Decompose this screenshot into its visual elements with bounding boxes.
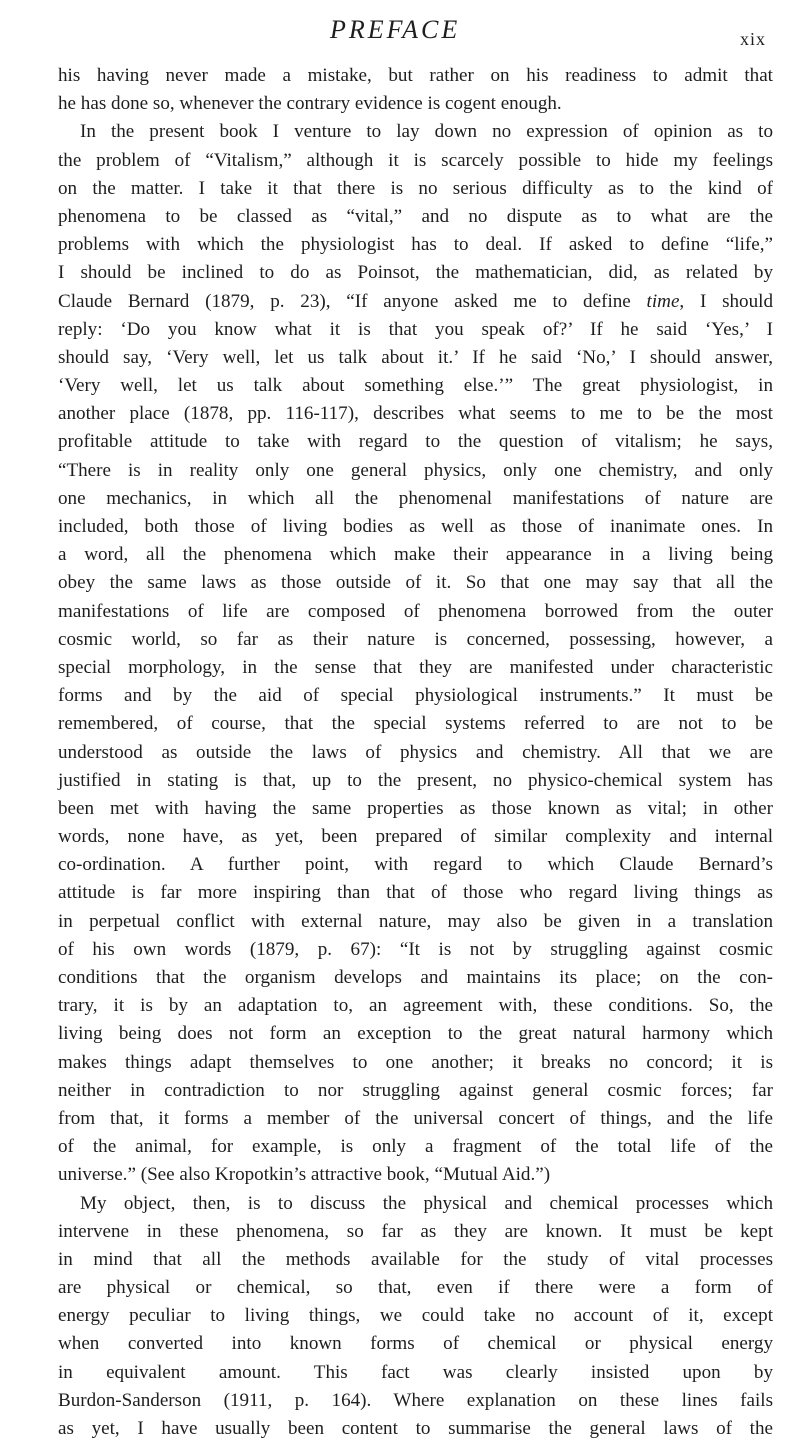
text-line: as yet, I have usually been content to summarise the general laws of the — [58, 1418, 773, 1439]
text-line: cosmic world, so far as their nature is concerned, possessing, however, a — [58, 628, 773, 650]
text-line: words, none have, as yet, been prepared of similar complexity and internal — [58, 826, 773, 848]
text-line: of his own words (1879, p. 67): “It is not by struggling against cosmic — [58, 938, 773, 960]
text-line: trary, it is by an adaptation to, an agreement with, these conditions. So, the — [58, 995, 773, 1017]
text-line: intervene in these phenomena, so far as they are known. It must be kept — [58, 1220, 773, 1242]
text-line: in mind that all the methods available for the study of vital processes — [58, 1248, 773, 1270]
text-line: reply: ‘Do you know what it is that you speak of?’ If he said ‘Yes,’ I — [58, 318, 773, 340]
text-line: of the animal, for example, is only a fragment of the total life of the — [58, 1136, 773, 1158]
text-line: on the matter. I take it that there is no serious difficulty as to the kind of — [58, 177, 773, 199]
text-line: he has done so, whenever the contrary evidence is cogent enough. — [58, 93, 562, 115]
text-line: should say, ‘Very well, let us talk about it.’ If he said ‘No,’ I should answer, — [58, 346, 773, 368]
text-line: his having never made a mistake, but rather on his readiness to admit that — [58, 65, 773, 86]
running-head: PREFACE — [330, 15, 461, 44]
text-line: Claude Bernard (1879, p. 23), “If anyone asked me to define time, I should — [58, 290, 774, 312]
emphasis-time: time — [646, 290, 680, 312]
text-line: I should be inclined to do as Poinsot, the mathematician, did, as related by — [58, 262, 773, 284]
text-line: one mechanics, in which all the phenomenal manifestations of nature are — [58, 487, 773, 509]
text-line: justified in stating is that, up to the present, no physico-chemical system has — [58, 769, 773, 791]
text-line: the problem of “Vitalism,” although it is scarcely possible to hide my feelings — [58, 149, 773, 171]
text-line: In the present book I venture to lay down no expression of opinion as to — [80, 121, 773, 143]
text-line: manifestations of life are composed of phenomena borrowed from the outer — [58, 600, 773, 622]
text-line: are physical or chemical, so that, even if there were a form of — [58, 1277, 773, 1299]
text-line: energy peculiar to living things, we could take no account of it, except — [58, 1305, 773, 1327]
text-line: a word, all the phenomena which make their appearance in a living being — [58, 544, 773, 566]
text-line: understood as outside the laws of physics and chemistry. All that we are — [58, 741, 773, 763]
text-line: Burdon-Sanderson (1911, p. 164). Where explanation on these lines fails — [58, 1389, 773, 1411]
text-line: makes things adapt themselves to one another; it breaks no concord; it is — [58, 1051, 773, 1073]
text-line: obey the same laws as those outside of it. So that one may say that all the — [58, 572, 773, 594]
text-line: included, both those of living bodies as well as those of inanimate ones. In — [58, 516, 773, 537]
text-line: problems with which the physiologist has to deal. If asked to define “life,” — [58, 234, 773, 256]
text-line: in perpetual conflict with external nature, may also be given in a translation — [58, 910, 773, 932]
text-line: from that, it forms a member of the universal concert of things, and the life — [58, 1107, 773, 1129]
text-line: universe.” (See also Kropotkin’s attractive book, “Mutual Aid.”) — [58, 1164, 551, 1186]
text-line: ‘Very well, let us talk about something else.’” The great physiologist, in — [58, 375, 773, 397]
page-number: xix — [740, 29, 767, 49]
text-line: profitable attitude to take with regard to the question of vitalism; he says, — [58, 431, 773, 453]
text-line: living being does not form an exception to the great natural harmony which — [58, 1023, 773, 1045]
text-line: neither in contradiction to nor struggling against general cosmic forces; far — [58, 1079, 773, 1101]
text-line: phenomena to be classed as “vital,” and no dispute as to what are the — [58, 205, 773, 227]
text-line: co-ordination. A further point, with regard to which Claude Bernard’s — [58, 854, 773, 876]
text-line: attitude is far more inspiring than that of those who regard living things as — [58, 882, 773, 904]
text-line: been met with having the same properties as those known as vital; in other — [58, 797, 773, 819]
text-line: in equivalent amount. This fact was clearly insisted upon by — [58, 1361, 773, 1383]
body-text — [58, 62, 773, 1443]
text-line: another place (1878, pp. 116-117), describes what seems to me to be the most — [58, 403, 773, 425]
text-line: conditions that the organism develops and maintains its place; on the con- — [58, 967, 773, 988]
text-line: when converted into known forms of chemical or physical energy — [58, 1333, 773, 1355]
text-line: special morphology, in the sense that they are manifested under characteristic — [58, 656, 773, 678]
text-line: forms and by the aid of special physiological instruments.” It must be — [58, 685, 773, 707]
text-line: remembered, of course, that the special systems referred to are not to be — [58, 713, 773, 735]
text-line: My object, then, is to discuss the physical and chemical processes which — [80, 1192, 773, 1214]
text-line: “There is in reality only one general physics, only one chemistry, and only — [58, 459, 773, 481]
